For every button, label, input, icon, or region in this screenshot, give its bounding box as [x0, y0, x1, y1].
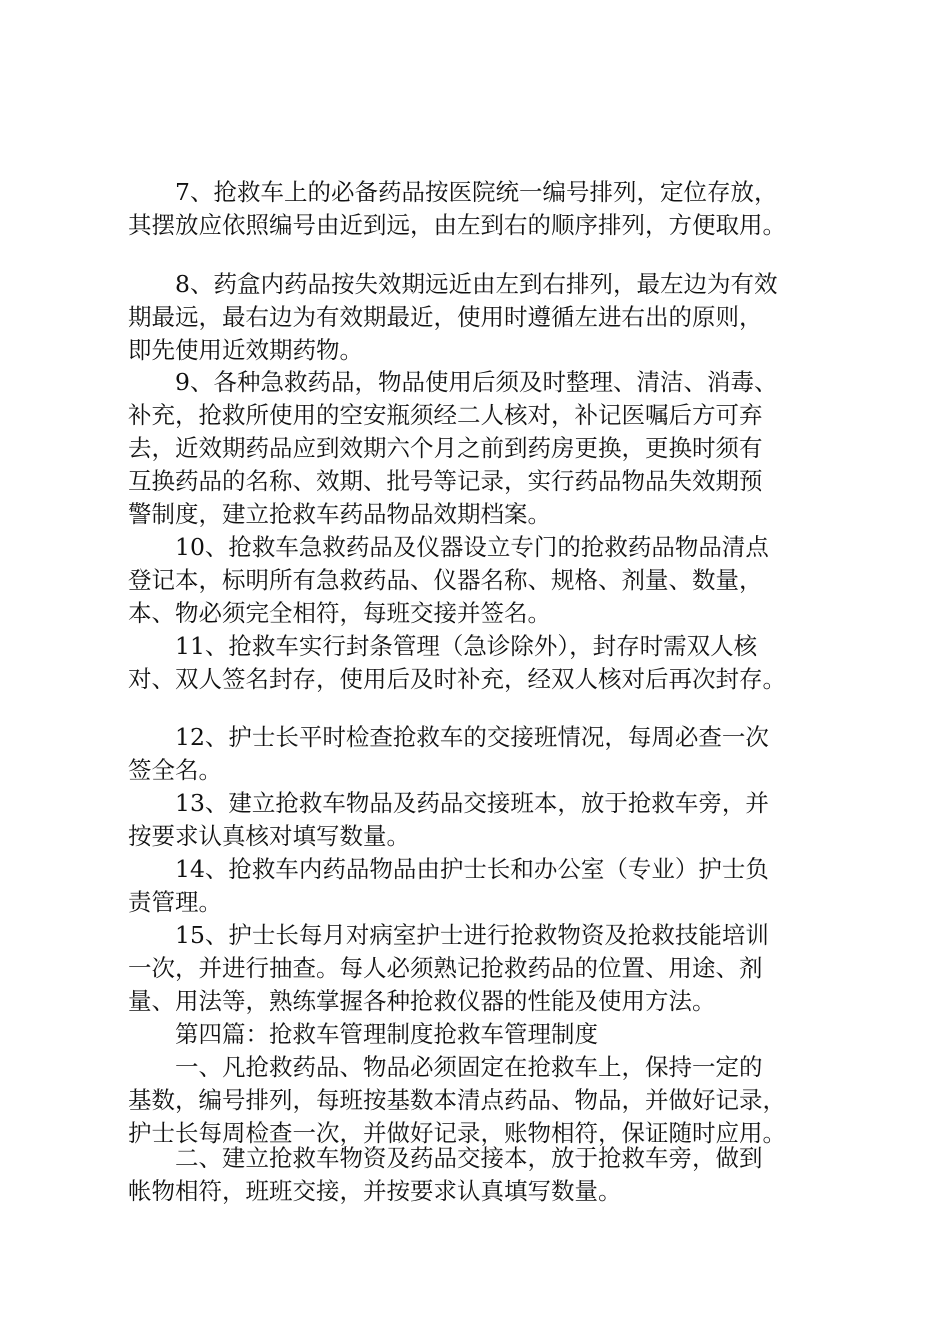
paragraph-item-10 — [128, 531, 848, 630]
text-line: 按要求认真核对填写数量。 — [128, 822, 410, 850]
heading-line: 第四篇：抢救车管理制度抢救车管理制度 — [175, 1020, 598, 1048]
text-line: 基数，编号排列，每班按基数本清点药品、物品，并做好记录， — [128, 1086, 786, 1114]
paragraph-item-12 — [128, 721, 848, 787]
paragraph-item-14 — [128, 853, 848, 919]
text-line: 期最远，最右边为有效期最近，使用时遵循左进右出的原则， — [128, 303, 763, 331]
text-line: 15、护士长每月对病室护士进行抢救物资及抢救技能培训 — [175, 921, 769, 949]
paragraph-item-13 — [128, 787, 848, 853]
text-line: 9、各种急救药品，物品使用后须及时整理、清洁、消毒、 — [175, 368, 778, 396]
paragraph-item-1 — [128, 1051, 848, 1150]
text-line: 签全名。 — [128, 756, 222, 784]
text-line: 二、建立抢救车物资及药品交接本，放于抢救车旁，做到 — [175, 1144, 763, 1172]
text-line: 一、凡抢救药品、物品必须固定在抢救车上，保持一定的 — [175, 1053, 763, 1081]
text-line: 帐物相符，班班交接，并按要求认真填写数量。 — [128, 1177, 622, 1205]
text-line: 14、抢救车内药品物品由护士长和办公室（专业）护士负 — [175, 855, 769, 883]
text-line: 13、建立抢救车物品及药品交接班本，放于抢救车旁，并 — [175, 789, 769, 817]
text-line: 量、用法等，熟练掌握各种抢救仪器的性能及使用方法。 — [128, 987, 716, 1015]
text-line: 10、抢救车急救药品及仪器设立专门的抢救药品物品清点 — [175, 533, 769, 561]
paragraph-item-15 — [128, 919, 848, 1018]
text-line: 11、抢救车实行封条管理（急诊除外），封存时需双人核 — [175, 632, 758, 660]
text-line: 登记本，标明所有急救药品、仪器名称、规格、剂量、数量， — [128, 566, 763, 594]
text-line: 12、护士长平时检查抢救车的交接班情况，每周必查一次 — [175, 723, 769, 751]
text-line: 责管理。 — [128, 888, 222, 916]
text-line: 本、物必须完全相符，每班交接并签名。 — [128, 599, 551, 627]
text-line: 8、药盒内药品按失效期远近由左到右排列，最左边为有效 — [175, 270, 778, 298]
paragraph-item-11 — [128, 630, 848, 696]
text-line: 互换药品的名称、效期、批号等记录，实行药品物品失效期预 — [128, 467, 763, 495]
paragraph-item-8 — [128, 268, 848, 367]
paragraph-item-9 — [128, 366, 848, 531]
text-line: 7、抢救车上的必备药品按医院统一编号排列，定位存放， — [175, 178, 778, 206]
text-line: 其摆放应依照编号由近到远，由左到右的顺序排列，方便取用。 — [128, 211, 786, 239]
text-line: 护士长每周检查一次，并做好记录，账物相符，保证随时应用。 — [128, 1119, 786, 1147]
paragraph-item-7 — [128, 176, 848, 242]
text-line: 即先使用近效期药物。 — [128, 336, 363, 364]
text-line: 补充，抢救所使用的空安瓶须经二人核对，补记医嘱后方可弃 — [128, 401, 763, 429]
text-line: 一次，并进行抽查。每人必须熟记抢救药品的位置、用途、剂 — [128, 954, 763, 982]
text-line: 去，近效期药品应到效期六个月之前到药房更换，更换时须有 — [128, 434, 763, 462]
paragraph-item-2 — [128, 1142, 848, 1208]
text-line: 对、双人签名封存，使用后及时补充，经双人核对后再次封存。 — [128, 665, 786, 693]
text-line: 警制度，建立抢救车药品物品效期档案。 — [128, 500, 551, 528]
section-heading — [128, 1018, 848, 1051]
